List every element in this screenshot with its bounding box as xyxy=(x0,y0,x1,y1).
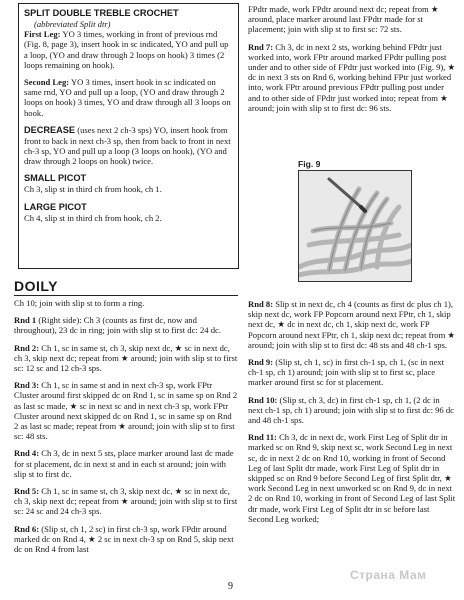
rnd4-paragraph xyxy=(14,448,238,479)
rnd4-text: Ch 3, dc in next 5 sts, place marker around last dc made for st placement, dc in next st and in each st around; join with slip st to first dc. xyxy=(14,448,234,479)
rnd6-paragraph xyxy=(14,524,238,555)
crochet-stitch-image xyxy=(299,171,411,281)
doily-heading: DOILY xyxy=(14,278,58,294)
rnd3-label: Rnd 3: xyxy=(14,380,40,391)
rnd2-paragraph xyxy=(14,343,238,374)
right-column-top xyxy=(248,4,456,113)
decrease-text: (uses next 2 ch-3 sps) YO, insert hook from front to back in next ch-3 sp, then from back to front in next ch-3 sp, YO and pull up a loop (3 loops on hook), (YO and draw through 2 loops on hook) twice. xyxy=(24,124,231,167)
first-leg-paragraph xyxy=(24,29,233,70)
rnd9-label: Rnd 9: xyxy=(248,357,274,368)
large-picot-heading: LARGE PICOT xyxy=(24,201,87,212)
rnd5-text: Ch 1, sc in same st, ch 3, skip next dc, ★ sc in next dc, ch 3, skip next dc; repeat from ★ around; join with slip st to first sc: 24 sc and 24 ch-3 sps. xyxy=(14,486,238,517)
rnd7-paragraph xyxy=(248,42,456,113)
large-picot-text: Ch 4, slip st in third ch from hook, ch 2. xyxy=(24,212,162,223)
split-dtr-subheading: (abbreviated Split dtr) xyxy=(34,19,111,29)
right-column-lower xyxy=(248,299,456,524)
doily-intro: Ch 10; join with slip st to form a ring. xyxy=(14,298,145,308)
rnd9-paragraph xyxy=(248,357,456,388)
rnd10-text: (Slip st, ch 3, dc) in first ch-1 sp, ch 1, (2 dc in next ch-1 sp, ch 1) around; join with slip st to first dc: 96 dc and 48 ch-1 sps. xyxy=(248,394,454,426)
second-leg-label: Second Leg: xyxy=(24,77,70,88)
decrease-paragraph xyxy=(24,125,233,167)
small-picot-text: Ch 3, slip st in third ch from hook, ch 1. xyxy=(24,184,162,195)
doily-instructions xyxy=(14,298,238,554)
small-picot-heading: SMALL PICOT xyxy=(24,173,87,184)
page-number: 9 xyxy=(228,581,233,592)
rnd10-label: Rnd 10: xyxy=(248,394,278,405)
first-leg-text: YO 3 times, working in front of previous rnd (Fig. 8, page 3), insert hook in sc indicated, YO and pull up a loop, (YO and draw through 2 loops on hook) 3 times (2 loops remaining on hook). xyxy=(24,29,229,70)
rnd11-label: Rnd 11: xyxy=(248,432,277,443)
split-dtr-heading: SPLIT DOUBLE TREBLE CROCHET xyxy=(24,8,179,18)
rnd11-text: Ch 3, dc in next dc, work First Leg of Split dtr in marked sc on Rnd 9, skip next sc, work Second Leg in next sc, dc in next 2 dc on Rnd 10, working in front of Second Leg of last Split dtr made, work First Leg of Split dtr in skipped sc on Rnd 9 before Second Leg of first Split dtr, ★ work Second Leg in next unworked sc on Rnd 9, dc in next 2 dc on Rnd 10, working in front of Second Leg of last Split dtr made, work First Leg of Split dtr in sc before last Second Leg worked; xyxy=(248,432,456,524)
rnd5-paragraph xyxy=(14,486,238,517)
rnd8-paragraph xyxy=(248,299,456,350)
first-leg-label: First Leg: xyxy=(24,29,61,40)
rnd11-paragraph xyxy=(248,432,456,524)
rnd1-paragraph xyxy=(14,315,238,335)
rnd6-text: (Slip st, ch 1, 2 sc) in first ch-3 sp, work FPdtr around marked dc on Rnd 4, ★ 2 sc in next ch-3 sp on Rnd 5, skip next dc on Rnd 4 from last xyxy=(14,523,234,555)
rnd4-label: Rnd 4: xyxy=(14,448,40,459)
rnd1-label: Rnd 1 xyxy=(14,315,37,326)
rnd2-text: Ch 1, sc in same st, ch 3, skip next dc, ★ sc in next dc, ch 3, skip next dc; repeat from ★ around; join with slip st to first sc: 12 sc and 12 ch-3 sps. xyxy=(14,342,238,374)
rnd9-text: (Slip st, ch 1, sc) in first ch-1 sp, ch 1, (sc in next ch-1 sp, ch 1) around; join with slip st to first sc, place marker around first sc for st placement. xyxy=(248,357,444,388)
stitch-definitions-box xyxy=(18,3,239,269)
rnd1-text: (Right side): Ch 3 (counts as first dc, now and throughout), 23 dc in ring; join with slip st to first dc: 24 dc. xyxy=(14,315,221,336)
decrease-label: DECREASE xyxy=(24,124,76,135)
second-leg-text: YO 3 times, insert hook in sc indicated on same rnd, YO and pull up a loop, (YO and draw through 2 loops on hook) 3 times, YO and draw through all 3 loops on hook. xyxy=(24,77,231,118)
rnd5-label: Rnd 5: xyxy=(14,486,40,497)
rnd10-paragraph xyxy=(248,395,456,426)
rnd7-text: Ch 3, dc in next 2 sts, working behind FPdtr just worked into, work FPtr around marked FPdtr pulling post under and to other side of FPdtr just worked into (Fig. 9), ★ dc in next 3 sts on Rnd 6, working behind FPtr just worked into, work FPtr around previous FPdtr pulling post under and to other side of FPdtr just worked into; repeat from ★ around; join with slip st to first dc: 96 sts. xyxy=(248,41,456,113)
figure-9-photo xyxy=(298,170,412,282)
rnd8-label: Rnd 8: xyxy=(248,299,274,309)
rnd6-continuation: FPdtr made, work FPdtr around next dc; repeat from ★ around, place marker around last FPdtr made for st placement; join with slip st to first sc: 72 sts. xyxy=(248,4,439,35)
rnd7-label: Rnd 7: xyxy=(248,41,274,52)
rnd6-label: Rnd 6: xyxy=(14,523,40,534)
second-leg-paragraph xyxy=(24,77,233,118)
rnd3-paragraph xyxy=(14,380,238,441)
rnd3-text: Ch 1, sc in same st and in next ch-3 sp, work FPtr Cluster around first skipped dc on Rnd 1, sc in same sp on Rnd 2 as last sc made, ★ sc in next sc and in next ch-3 sp, work FPtr Cluster around next skipped dc on Rnd 1, sc in same sp on Rnd 2 as last sc made; repeat from ★ around; join with slip st to first sc: 48 sts. xyxy=(14,380,238,442)
watermark: Страна Мам xyxy=(350,568,427,582)
rnd2-label: Rnd 2: xyxy=(14,342,40,353)
doily-divider xyxy=(14,295,238,296)
rnd8-text: Slip st in next dc, ch 4 (counts as first dc plus ch 1), skip next dc, work FP Popcorn around next FPtr, ch 1, skip next dc, ★ dc in next dc, ch 1, skip next dc, work FP Popcorn around next FPtr, ch 1, skip next dc; repeat from ★ around; join with slip st to first dc: 48 sts and 48 ch-1 sps. xyxy=(248,299,456,350)
figure-9-label: Fig. 9 xyxy=(298,159,321,169)
